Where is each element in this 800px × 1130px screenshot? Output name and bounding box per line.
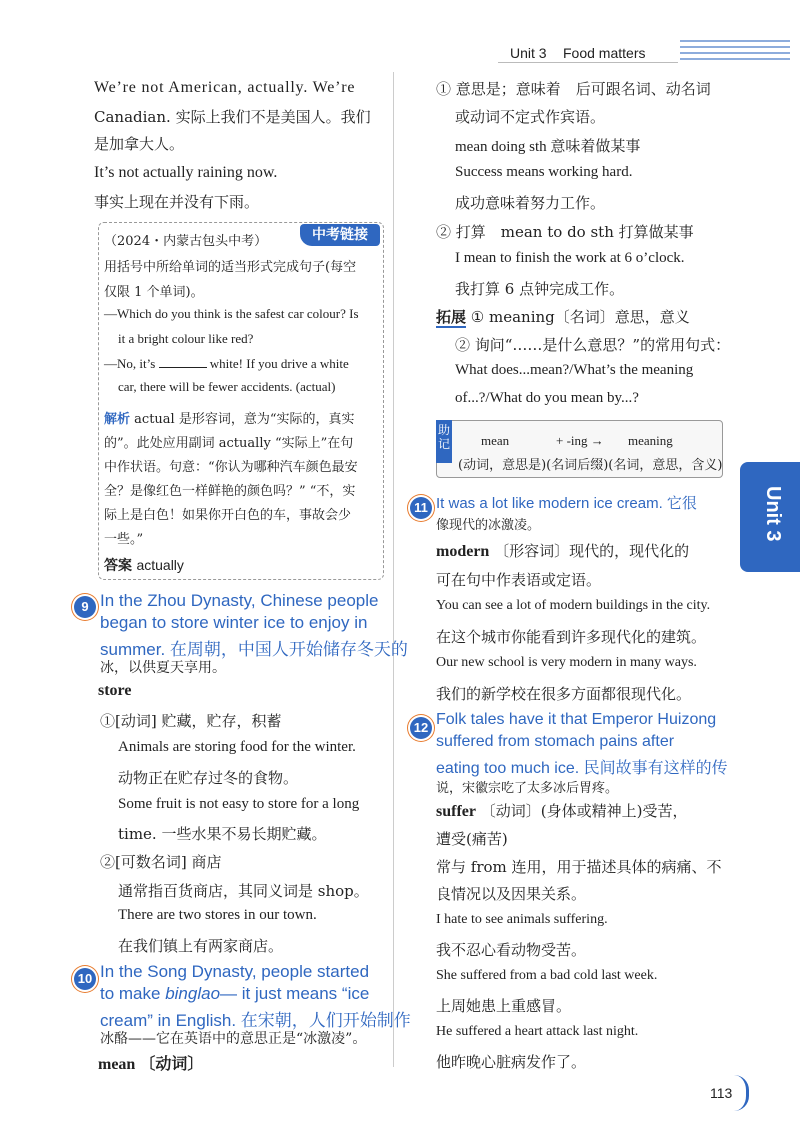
exam-question-2a <box>104 355 349 372</box>
header-decoration <box>680 40 790 64</box>
modern-translation-2: 我们的新学校在很多方面都很现代化。 <box>436 685 692 703</box>
exam-question-2b: car, there will be fewer accidents. (actual) <box>118 379 336 394</box>
answer-value: actually <box>136 557 184 573</box>
exam-source: （2024・内蒙古包头中考） <box>104 234 268 249</box>
store-sense-1: ①[动词] 贮藏，贮存，积蓄 <box>100 712 282 730</box>
memo-word-meaning: meaning <box>628 433 673 448</box>
exam-link-tag: 中考链接 <box>300 224 380 246</box>
item-12-line4: 说，宋徽宗吃了太多冰后胃疼。 <box>436 781 619 796</box>
item-11-line2: 像现代的冰激凌。 <box>436 518 541 533</box>
left-p1-line1: We’re not American, actually. We’re <box>94 79 356 96</box>
left-p1-line2: Canadian. 实际上我们不是美国人。我们 <box>94 108 371 126</box>
exam-link-box <box>98 222 384 580</box>
modern-note: 可在句中作表语或定语。 <box>436 571 602 589</box>
mean-example-1: Success means working hard. <box>455 164 633 180</box>
mean-sense-1a: ① 意思是；意味着 后可跟名词、动名词 <box>436 80 711 98</box>
analysis-line-1 <box>104 408 354 427</box>
item-12-line3: eating too much ice. 民间故事有这样的传 <box>436 760 728 777</box>
modern-example-2: Our new school is very modern in many ways. <box>436 655 697 670</box>
vocab-store: store <box>98 682 132 699</box>
store-example-1: Animals are storing food for the winter. <box>118 739 356 755</box>
memo-gloss: (动词，意思是)(名词后缀)(名词，意思，含义) <box>458 458 723 473</box>
store-example-2a: Some fruit is not easy to store for a long <box>118 796 360 812</box>
item-10-line4: 冰酪——它在英语中的意思正是“冰激凌”。 <box>100 1031 367 1047</box>
suffer-translation-2: 上周她患上重感冒。 <box>436 997 572 1015</box>
extension-line-3: What does...mean?/What’s the meaning <box>455 362 694 378</box>
modern-definition: 〔形容词〕现代的，现代化的 <box>494 542 690 560</box>
store-sense-2: ②[可数名词] 商店 <box>100 853 222 871</box>
item-9-line1: In the Zhou Dynasty, Chinese people <box>100 591 379 610</box>
item-12-line1: Folk tales have it that Emperor Huizong <box>436 711 717 728</box>
suffer-translation-1: 我不忍心看动物受苦。 <box>436 941 587 959</box>
item-10-badge: 10 <box>74 968 96 990</box>
left-p2-zh: 事实上现在并没有下雨。 <box>94 193 260 211</box>
memo-suffix: + -ing → <box>556 433 604 448</box>
unit-side-tab <box>740 462 800 572</box>
memo-word-mean: mean <box>481 433 510 448</box>
suffer-example-1: I hate to see animals suffering. <box>436 912 608 927</box>
answer-blank <box>159 355 207 368</box>
item-9-line3: summer. 在周朝，中国人开始储存冬天的 <box>100 640 408 659</box>
item-12-line2: suffered from stomach pains after <box>436 733 675 750</box>
analysis-line-3: 中作状语。句意：“你认为哪种汽车颜色最安 <box>104 460 358 475</box>
analysis-text-1: actual 是形容词，意为“实际的，真实 <box>134 412 355 427</box>
memory-aid-tag: 助记 <box>436 420 452 463</box>
extension-label: 拓展 <box>436 308 467 326</box>
analysis-label: 解析 <box>104 412 131 427</box>
item-10-line2 <box>100 984 369 1004</box>
exam-instruction-2: 仅限 1 个单词)。 <box>104 285 204 300</box>
answer-line <box>104 555 184 575</box>
vocab-mean-heading: mean 〔动词〕 <box>98 1056 204 1073</box>
exam-question-2a-pre: —No, it’s <box>104 356 156 371</box>
exam-instruction-1: 用括号中所给单词的适当形式完成句子(每空 <box>104 260 357 275</box>
store-example-3: There are two stores in our town. <box>118 907 317 923</box>
analysis-line-2: 的”。此处应用副词 actually “实际上”在句 <box>104 436 354 451</box>
mean-translation-1: 成功意味着努力工作。 <box>455 194 606 212</box>
item-10-line2c: — it just means “ice <box>220 984 370 1003</box>
store-translation-3: 在我们镇上有两家商店。 <box>118 937 284 955</box>
extension-line-4: of...?/What do you mean by...? <box>455 390 639 406</box>
header-rule <box>498 62 678 63</box>
left-p1-line3: 是加拿大人。 <box>94 135 185 153</box>
item-9-line4: 冰，以供夏天享用。 <box>100 660 226 676</box>
column-divider <box>393 72 394 1067</box>
suffer-example-2: She suffered from a bad cold last week. <box>436 968 658 983</box>
mean-sense-1c: mean doing sth 意味着做某事 <box>455 139 641 155</box>
page-number: 113 <box>710 1085 733 1101</box>
header-unit: Unit 3 <box>510 45 547 61</box>
mean-sense-1b: 或动词不定式作宾语。 <box>455 108 606 126</box>
vocab-modern: modern <box>436 543 490 560</box>
modern-head <box>436 540 689 561</box>
suffer-head <box>436 800 687 821</box>
mean-translation-2: 我打算 6 点钟完成工作。 <box>455 280 625 298</box>
mean-sense-2a: ② 打算 mean to do sth 打算做某事 <box>436 223 694 241</box>
side-tab-label: Unit 3 <box>762 486 784 542</box>
modern-translation-1: 在这个城市你能看到许多现代化的建筑。 <box>436 628 707 646</box>
answer-label: 答案 <box>104 558 132 574</box>
suffer-translation-3: 他昨晚心脏病发作了。 <box>436 1053 587 1071</box>
vocab-suffer: suffer <box>436 803 476 820</box>
suffer-definition-2: 遭受(痛苦) <box>436 830 508 848</box>
exam-question-1b: it a bright colour like red? <box>118 331 254 346</box>
left-p2-en: It’s not actually raining now. <box>94 164 278 181</box>
suffer-example-3: He suffered a heart attack last night. <box>436 1024 639 1039</box>
item-10-binglao: binglao <box>165 984 221 1003</box>
item-10-line1: In the Song Dynasty, people started <box>100 962 370 981</box>
extension-line-1 <box>436 306 690 327</box>
page-number-bracket <box>734 1075 749 1111</box>
item-10-line2a: to make <box>100 984 166 1003</box>
extension-line-2: ② 询问“……是什么意思？”的常用句式： <box>455 336 731 354</box>
store-note: 通常指百货商店，其同义词是 shop。 <box>118 882 369 900</box>
mean-example-2: I mean to finish the work at 6 o’clock. <box>455 250 685 266</box>
analysis-line-4: 全？是像红色一样鲜艳的颜色吗？” “不，实 <box>104 484 356 499</box>
item-9-line2: began to store winter ice to enjoy in <box>100 613 368 632</box>
store-example-2b: time. 一些水果不易长期贮藏。 <box>118 825 327 843</box>
exam-question-1a: —Which do you think is the safest car colour? Is <box>104 306 359 321</box>
item-11-line1: It was a lot like modern ice cream. 它很 <box>436 495 697 512</box>
extension-text-1: ① meaning〔名词〕意思，意义 <box>470 308 690 326</box>
exam-question-2a-post: white! If you drive a white <box>209 356 349 371</box>
item-11-badge: 11 <box>410 497 432 519</box>
suffer-note-1: 常与 from 连用，用于描述具体的病痛、不 <box>436 858 722 876</box>
suffer-note-2: 良情况以及因果关系。 <box>436 885 587 903</box>
header-title: Food matters <box>563 45 646 61</box>
item-12-badge: 12 <box>410 717 432 739</box>
item-10-line3: cream” in English. 在宋朝，人们开始制作 <box>100 1011 411 1030</box>
store-translation-1: 动物正在贮存过冬的食物。 <box>118 769 299 787</box>
modern-example-1: You can see a lot of modern buildings in the city. <box>436 598 711 613</box>
item-9-badge: 9 <box>74 596 96 618</box>
analysis-line-5: 际上是白色！如果你开白色的车，事故会少 <box>104 508 352 523</box>
suffer-definition: 〔动词〕(身体或精神上)受苦， <box>480 802 688 820</box>
analysis-line-6: 一些。” <box>104 532 144 547</box>
